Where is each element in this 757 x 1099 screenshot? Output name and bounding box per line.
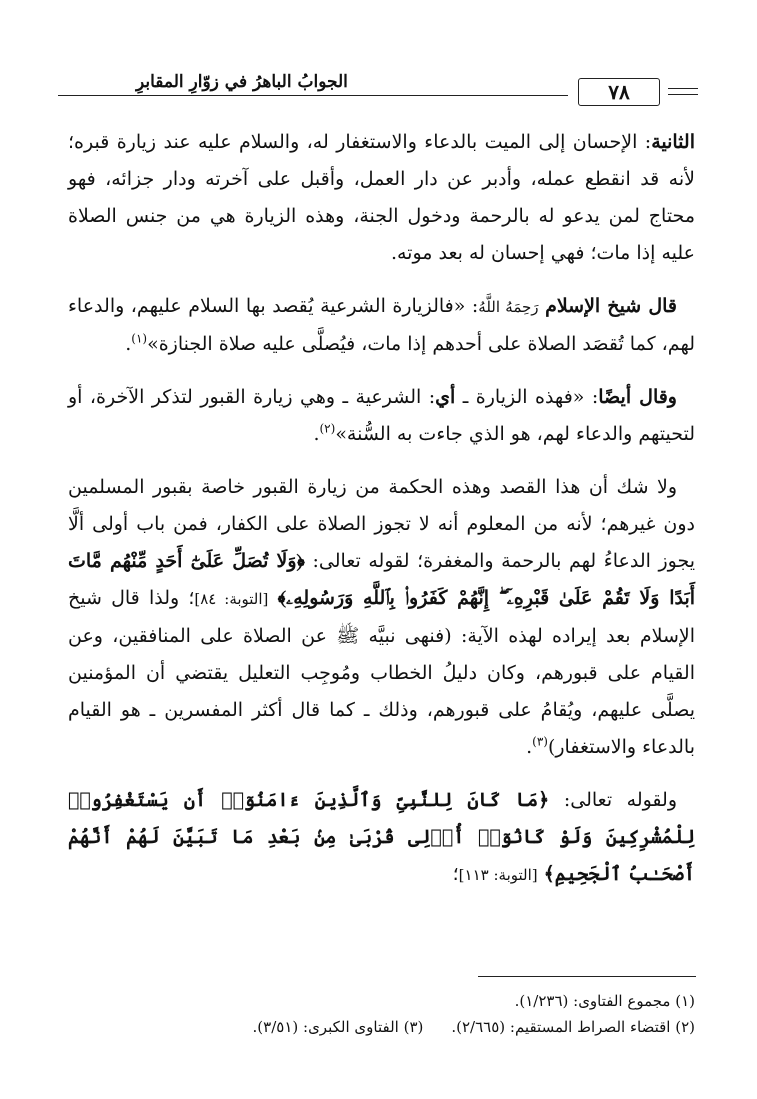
verse-reference: [التوبة: ٨٤] xyxy=(194,590,269,608)
paragraph: ولا شك أن هذا القصد وهذه الحكمة من زيارة القبور خاصة بقبور المسلمين دون غيرهم؛ لأنه من المعلوم أنه لا تجوز الصلاة على الكفار، فمن باب أولى ألَّا يجوز الدعاءُ لهم بالرحمة والمغفرة؛ لقوله تعالى: ﴿وَلَا تُصَلِّ عَلَىٰٓ أَحَدٍ مِّنْهُم مَّاتَ أَبَدًا وَلَا تَقُمْ عَلَىٰ قَبْرِهِۦٓ ۖ إِنَّهُمْ كَفَرُوا۟ بِٱللَّهِ وَرَسُولِهِۦ﴾ [التوبة: ٨٤]؛ ولذا قال شيخ الإسلام بعد إيراده لهذه الآية: (فنهى نبيَّه ﷺ عن الصلاة على المنافقين، وعن القيام على قبورهم، وكان دليلُ الخطاب ومُوجِب التعليل يقتضي أن المؤمنين يصلَّى عليهم، ويُقامُ على قبورهم، وذلك ـ كما قال أكثر المفسرين ـ هو القيام بالدعاء والاستغفار)$^{(٣)}$. xyxy=(68,476,696,758)
paragraph-lead: الثانية xyxy=(651,131,695,153)
quotation: : «فهذه الزيارة ـ xyxy=(455,386,599,408)
footnote: (٣) الفتاوى الكبرى: (٣/٥١). xyxy=(252,1018,424,1036)
paragraph xyxy=(68,782,695,894)
honorific: رَحِمَهُ اللَّهُ xyxy=(478,298,539,316)
paragraph-text: : الإحسان إلى الميت بالدعاء والاستغفار له، والسلام عليه عند زيارة قبره؛ لأنه قد انقطع عمله، وأدبر عن دار العمل، وأقبل على آخرته ودار جزائه، فهو محتاج لمن يدعو له بالرحمة ودخول الجنة، وهذه الزيارة هي من جنس الصلاة عليه إذا مات؛ فهي إحسان له بعد موته. xyxy=(68,131,695,264)
paragraph: قال شيخ الإسلام رَحِمَهُ اللَّهُ: «فالزيارة الشرعية يُقصد بها السلام عليهم، والدعاء لهم، كما تُقصَد الصلاة على أحدهم إذا مات، فيُصلَّى عليه صلاة الجنازة»$^{(١)}$. xyxy=(68,295,695,355)
header-rule xyxy=(58,95,568,96)
paragraph: وقال أيضًا: «فهذه الزيارة ـ أي: الشرعية ـ وهي زيارة القبور لتذكر الآخرة، أو لتحيتهم والدعاء لهم، هو الذي جاءت به السُّنة»$^{(٢)}$. xyxy=(68,386,695,445)
footnote-marker: (٢) xyxy=(319,421,336,436)
footnote-separator xyxy=(478,976,696,977)
header-ornament-line xyxy=(668,88,698,89)
paragraph xyxy=(68,124,695,272)
verse-reference: [التوبة: ١١٣] xyxy=(458,866,538,884)
footnote: (٢) اقتضاء الصراط المستقيم: (٢/٦٦٥). xyxy=(451,1018,695,1036)
paragraph-lead: وقال أيضًا xyxy=(598,386,677,408)
page-number: ٧٨ xyxy=(578,78,660,106)
footnote-marker: (١) xyxy=(131,331,148,346)
footnote: (١) مجموع الفتاوى: (١/٢٣٦). xyxy=(514,992,695,1010)
page-body xyxy=(68,124,695,910)
footnotes xyxy=(68,988,695,1040)
paragraph-text: ؛ xyxy=(452,863,459,885)
quotation: : الشرعية ـ وهي زيارة القبور لتذكر الآخرة، أو لتحيتهم والدعاء لهم، هو الذي جاءت به السُّنة» xyxy=(68,386,695,445)
paragraph-text: ؛ ولذا قال شيخ الإسلام بعد إيراده لهذه الآية: (فنهى نبيَّه ﷺ عن الصلاة على المنافقين، وعن القيام على قبورهم، وكان دليلُ الخطاب ومُوجِب التعليل يقتضي أن المؤمنين يصلَّى عليهم، ويُقامُ على قبورهم، وذلك ـ كما قال أكثر المفسرين ـ هو القيام بالدعاء والاستغفار) xyxy=(68,587,695,758)
paragraph-text: ولا شك أن هذا القصد وهذه الحكمة من زيارة القبور خاصة بقبور المسلمين دون غيرهم؛ لأنه من المعلوم أنه لا تجوز الصلاة على الكفار، فمن باب أولى ألَّا يجوز الدعاءُ لهم بالرحمة والمغفرة؛ لقوله تعالى: xyxy=(68,476,695,572)
gloss-word: أي xyxy=(435,386,456,408)
footnote-marker: (٣) xyxy=(532,734,548,749)
quran-verse: ﴿وَلَا تُصَلِّ عَلَىٰٓ أَحَدٍ مِّنْهُم مَّاتَ أَبَدًا وَلَا تَقُمْ عَلَىٰ قَبْرِهِۦٓ ۖ إِنَّهُمْ كَفَرُوا۟ بِٱللَّهِ وَرَسُولِهِۦ﴾ xyxy=(68,550,696,609)
running-header xyxy=(58,70,698,106)
header-ornament-line xyxy=(668,94,698,95)
footnote-line xyxy=(68,1014,695,1040)
quotation: : «فالزيارة الشرعية يُقصد بها السلام عليهم، والدعاء لهم، كما تُقصَد الصلاة على أحدهم إذا مات، فيُصلَّى عليه صلاة الجنازة» xyxy=(68,295,695,355)
quran-verse: ﴿مَا كَانَ لِلنَّبِىِّ وَٱلَّذِينَ ءَامَنُوٓا۟ أَن يَسْتَغْفِرُوا۟ لِلْمُشْرِكِينَ وَلَوْ كَانُوٓا۟ أُو۟لِى قُرْبَىٰ مِنۢ بَعْدِ مَا تَبَيَّنَ لَهُمْ أَنَّهُمْ أَصْحَـٰبُ ٱلْجَحِيمِ﴾ xyxy=(68,789,695,885)
book-title: الجوابُ الباهرُ في زوّارِ المقابرِ xyxy=(136,72,348,92)
paragraph-lead: قال شيخ الإسلام xyxy=(545,295,677,317)
paragraph-text: ولقوله تعالى: xyxy=(549,789,677,811)
